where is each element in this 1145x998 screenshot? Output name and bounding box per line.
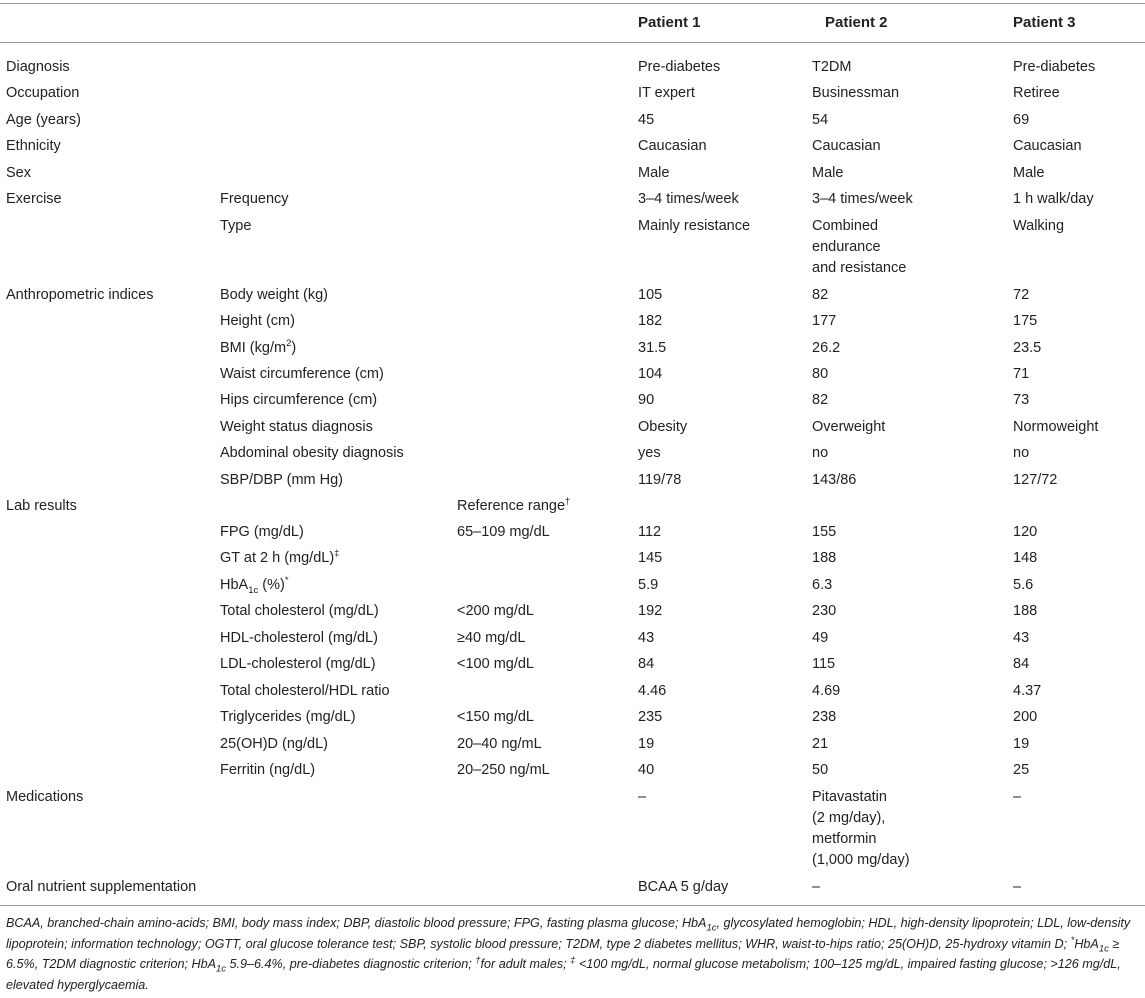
medications-p1: – bbox=[638, 789, 647, 805]
hdl-label: HDL-cholesterol (mg/dL) bbox=[220, 630, 378, 646]
ferritin-ref: 20–250 ng/mL bbox=[457, 762, 550, 778]
footnote-sub-a: 1c bbox=[706, 922, 717, 934]
total-chol-ref: <200 mg/dL bbox=[457, 603, 534, 619]
bmi-label bbox=[220, 338, 296, 359]
medications-p2-line4: (1,000 mg/day) bbox=[812, 852, 910, 868]
bmi-label-text: BMI (kg/m bbox=[220, 340, 287, 356]
hba1c-label-sub: 1c bbox=[248, 584, 259, 596]
supplement-p3: – bbox=[1013, 879, 1022, 895]
ratio-p1: 4.46 bbox=[638, 683, 667, 699]
ldl-label: LDL-cholesterol (mg/dL) bbox=[220, 656, 376, 672]
footnote-part-g: <100 mg/dL, normal glucose metabolism; 100–125 mg/dL, impaired fasting glucose; >126 mg/dL, elevated hyperglycaemia. bbox=[6, 957, 1121, 992]
weight-status-p1: Obesity bbox=[638, 419, 688, 435]
supplement-p2: – bbox=[812, 879, 821, 895]
sex-p1: Male bbox=[638, 165, 670, 181]
diagnosis-p3: Pre-diabetes bbox=[1013, 59, 1096, 75]
age-p1: 45 bbox=[638, 112, 655, 128]
hips-p2: 82 bbox=[812, 392, 829, 408]
gt-p1: 145 bbox=[638, 550, 663, 566]
hba1c-label-text: HbA bbox=[220, 577, 249, 593]
sex-p2: Male bbox=[812, 165, 844, 181]
header-patient-3: Patient 3 bbox=[1013, 14, 1076, 31]
ldl-p1: 84 bbox=[638, 656, 655, 672]
top-rule bbox=[0, 3, 1145, 4]
occupation-p2: Businessman bbox=[812, 85, 900, 101]
reference-range-header bbox=[457, 496, 570, 517]
vitd-p2: 21 bbox=[812, 736, 829, 752]
frequency-label: Frequency bbox=[220, 191, 289, 207]
weight-p3: 72 bbox=[1013, 287, 1030, 303]
ferritin-label: Ferritin (ng/dL) bbox=[220, 762, 316, 778]
bmi-label-sup: 2 bbox=[286, 338, 292, 350]
type-p2-line1: Combined bbox=[812, 218, 879, 234]
header-patient-2: Patient 2 bbox=[825, 14, 888, 31]
weight-p2: 82 bbox=[812, 287, 829, 303]
age-label: Age (years) bbox=[6, 112, 81, 128]
supplement-label: Oral nutrient supplementation bbox=[6, 879, 197, 895]
footnote-part-a: BCAA, branched-chain amino-acids; BMI, body mass index; DBP, diastolic blood pressure; FPG, fasting plasma glucose; HbA bbox=[6, 916, 707, 930]
ethnicity-label: Ethnicity bbox=[6, 138, 61, 154]
footnote-part-f: for adult males; bbox=[480, 957, 571, 971]
footnote-sup-double-dagger: ‡ bbox=[570, 954, 576, 966]
weight-status-label: Weight status diagnosis bbox=[220, 419, 373, 435]
ldl-ref: <100 mg/dL bbox=[457, 656, 534, 672]
height-p2: 177 bbox=[812, 313, 837, 329]
hdl-p1: 43 bbox=[638, 630, 655, 646]
total-chol-p1: 192 bbox=[638, 603, 663, 619]
hips-p3: 73 bbox=[1013, 392, 1030, 408]
diagnosis-label: Diagnosis bbox=[6, 59, 70, 75]
occupation-label: Occupation bbox=[6, 85, 80, 101]
gt-p2: 188 bbox=[812, 550, 837, 566]
medications-p2-line3: metformin bbox=[812, 831, 877, 847]
footnote-part-b: , glycosylated hemoglobin; HDL, high-density lipoprotein; LDL, low-density lipoprotein; information technology; OGTT, oral glucose tolerance test; SBP, systolic blood pressure; T2DM, type 2 diabetes mellitus; WHR, waist-to-hips ratio; 25(OH)D, 25-hydroxy vitamin D; bbox=[6, 916, 1131, 951]
bp-label: SBP/DBP (mm Hg) bbox=[220, 472, 344, 488]
hba1c-label-unit: (%) bbox=[258, 577, 285, 593]
ethnicity-p2: Caucasian bbox=[812, 138, 881, 154]
height-p1: 182 bbox=[638, 313, 663, 329]
hdl-p3: 43 bbox=[1013, 630, 1030, 646]
header-patient-1: Patient 1 bbox=[638, 14, 701, 31]
type-p3: Walking bbox=[1013, 218, 1065, 234]
ferritin-p1: 40 bbox=[638, 762, 655, 778]
trig-p1: 235 bbox=[638, 709, 663, 725]
bp-p3: 127/72 bbox=[1013, 472, 1058, 488]
type-p1: Mainly resistance bbox=[638, 218, 751, 234]
hips-p1: 90 bbox=[638, 392, 655, 408]
weight-status-p3: Normoweight bbox=[1013, 419, 1099, 435]
height-p3: 175 bbox=[1013, 313, 1038, 329]
vitd-p1: 19 bbox=[638, 736, 655, 752]
gt-label bbox=[220, 548, 339, 569]
footnote-sub-c: 1c bbox=[1098, 943, 1109, 955]
age-p2: 54 bbox=[812, 112, 829, 128]
sex-label: Sex bbox=[6, 165, 31, 181]
ethnicity-p1: Caucasian bbox=[638, 138, 707, 154]
hba1c-p1: 5.9 bbox=[638, 577, 659, 593]
hba1c-p3: 5.6 bbox=[1013, 577, 1034, 593]
table-footnote bbox=[6, 913, 1142, 995]
waist-label: Waist circumference (cm) bbox=[220, 366, 384, 382]
gt-label-sup: ‡ bbox=[334, 548, 340, 560]
footnote-sup-star: * bbox=[1070, 934, 1075, 946]
age-p3: 69 bbox=[1013, 112, 1030, 128]
trig-label: Triglycerides (mg/dL) bbox=[220, 709, 356, 725]
supplement-p1: BCAA 5 g/day bbox=[638, 879, 729, 895]
vitd-ref: 20–40 ng/mL bbox=[457, 736, 542, 752]
total-chol-p2: 230 bbox=[812, 603, 837, 619]
ratio-p3: 4.37 bbox=[1013, 683, 1042, 699]
gt-label-text: GT at 2 h (mg/dL) bbox=[220, 550, 335, 566]
weight-label: Body weight (kg) bbox=[220, 287, 328, 303]
diagnosis-p2: T2DM bbox=[812, 59, 852, 75]
reference-range-sup: † bbox=[565, 496, 571, 508]
reference-range-text: Reference range bbox=[457, 498, 566, 514]
hba1c-label bbox=[220, 575, 289, 596]
sex-p3: Male bbox=[1013, 165, 1045, 181]
bmi-p2: 26.2 bbox=[812, 340, 841, 356]
type-label: Type bbox=[220, 218, 252, 234]
fpg-p2: 155 bbox=[812, 524, 837, 540]
ldl-p3: 84 bbox=[1013, 656, 1030, 672]
waist-p2: 80 bbox=[812, 366, 829, 382]
gt-p3: 148 bbox=[1013, 550, 1038, 566]
waist-p1: 104 bbox=[638, 366, 663, 382]
trig-p3: 200 bbox=[1013, 709, 1038, 725]
hips-label: Hips circumference (cm) bbox=[220, 392, 378, 408]
trig-p2: 238 bbox=[812, 709, 837, 725]
bmi-p1: 31.5 bbox=[638, 340, 667, 356]
vitd-label: 25(OH)D (ng/dL) bbox=[220, 736, 328, 752]
anthro-label: Anthropometric indices bbox=[6, 287, 154, 303]
ratio-label: Total cholesterol/HDL ratio bbox=[220, 683, 390, 699]
frequency-p1: 3–4 times/week bbox=[638, 191, 739, 207]
ethnicity-p3: Caucasian bbox=[1013, 138, 1082, 154]
abdominal-p2: no bbox=[812, 445, 829, 461]
ldl-p2: 115 bbox=[812, 656, 836, 672]
fpg-label: FPG (mg/dL) bbox=[220, 524, 304, 540]
ferritin-p2: 50 bbox=[812, 762, 829, 778]
abdominal-p1: yes bbox=[638, 445, 661, 461]
bottom-rule bbox=[0, 905, 1145, 906]
type-p2-line2: endurance bbox=[812, 239, 881, 255]
trig-ref: <150 mg/dL bbox=[457, 709, 534, 725]
medications-p2-line2: (2 mg/day), bbox=[812, 810, 886, 826]
occupation-p1: IT expert bbox=[638, 85, 695, 101]
height-label: Height (cm) bbox=[220, 313, 295, 329]
bmi-p3: 23.5 bbox=[1013, 340, 1042, 356]
vitd-p3: 19 bbox=[1013, 736, 1030, 752]
waist-p3: 71 bbox=[1013, 366, 1030, 382]
frequency-p3: 1 h walk/day bbox=[1013, 191, 1094, 207]
bp-p2: 143/86 bbox=[812, 472, 857, 488]
fpg-p3: 120 bbox=[1013, 524, 1038, 540]
ferritin-p3: 25 bbox=[1013, 762, 1030, 778]
header-rule bbox=[0, 42, 1145, 43]
footnote-sup-dagger: † bbox=[475, 954, 481, 966]
footnote-part-e: 5.9–6.4%, pre-diabetes diagnostic criterion; bbox=[226, 957, 476, 971]
total-chol-p3: 188 bbox=[1013, 603, 1038, 619]
footnote-part-c: HbA bbox=[1074, 936, 1099, 951]
abdominal-label: Abdominal obesity diagnosis bbox=[220, 445, 404, 461]
footnote-part-d: ≥ 6.5%, T2DM diagnostic criterion; HbA bbox=[6, 936, 1120, 971]
fpg-p1: 112 bbox=[638, 524, 662, 540]
medications-p2-line1: Pitavastatin bbox=[812, 789, 887, 805]
medications-p3: – bbox=[1013, 789, 1022, 805]
abdominal-p3: no bbox=[1013, 445, 1030, 461]
weight-status-p2: Overweight bbox=[812, 419, 886, 435]
frequency-p2: 3–4 times/week bbox=[812, 191, 913, 207]
hdl-p2: 49 bbox=[812, 630, 829, 646]
bp-p1: 119/78 bbox=[638, 472, 682, 488]
ratio-p2: 4.69 bbox=[812, 683, 841, 699]
hba1c-label-sup: * bbox=[284, 575, 289, 587]
total-chol-label: Total cholesterol (mg/dL) bbox=[220, 603, 379, 619]
lab-label: Lab results bbox=[6, 498, 77, 514]
weight-p1: 105 bbox=[638, 287, 663, 303]
hdl-ref: ≥40 mg/dL bbox=[457, 630, 526, 646]
type-p2-line3: and resistance bbox=[812, 260, 907, 276]
hba1c-p2: 6.3 bbox=[812, 577, 833, 593]
medications-label: Medications bbox=[6, 789, 84, 805]
occupation-p3: Retiree bbox=[1013, 85, 1060, 101]
bmi-label-close: ) bbox=[291, 340, 297, 356]
exercise-label: Exercise bbox=[6, 191, 62, 207]
footnote-sub-d: 1c bbox=[215, 963, 227, 975]
fpg-ref: 65–109 mg/dL bbox=[457, 524, 550, 540]
diagnosis-p1: Pre-diabetes bbox=[638, 59, 721, 75]
